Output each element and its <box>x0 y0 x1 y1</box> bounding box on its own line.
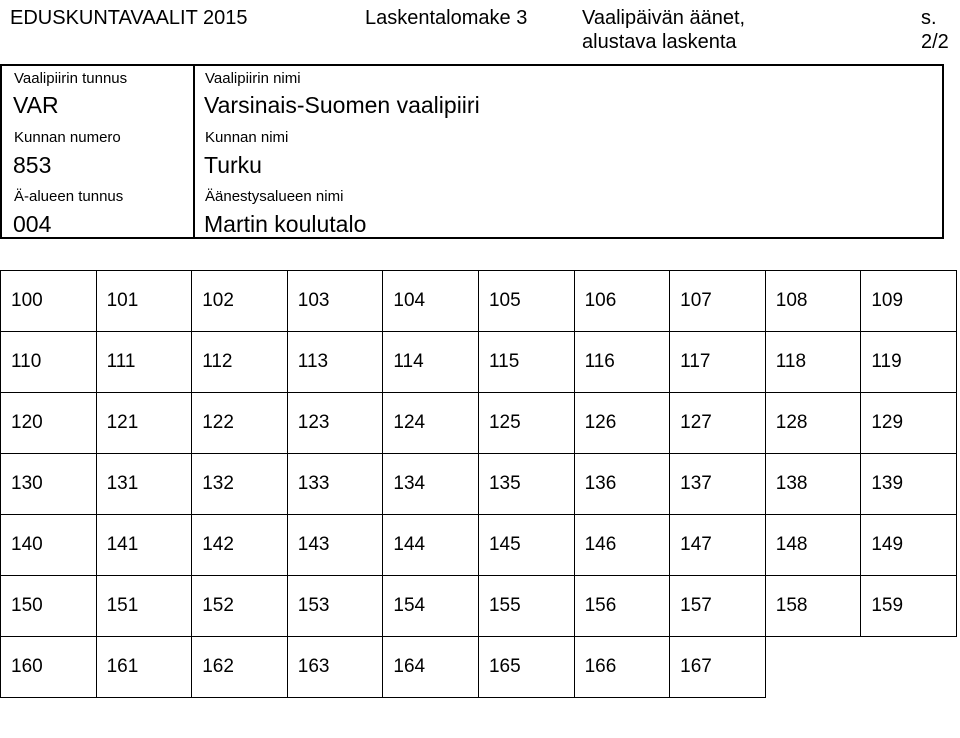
info-divider <box>193 66 195 237</box>
candidate-number-cell[interactable]: 124 <box>383 393 479 454</box>
candidate-number-cell[interactable]: 156 <box>574 576 670 637</box>
candidate-number-cell[interactable]: 153 <box>287 576 383 637</box>
candidate-number-cell[interactable]: 111 <box>96 332 192 393</box>
candidate-number-cell[interactable]: 159 <box>861 576 957 637</box>
district-code-label: Vaalipiirin tunnus <box>14 70 128 87</box>
candidate-number-cell[interactable]: 116 <box>574 332 670 393</box>
candidate-number-cell[interactable]: 113 <box>287 332 383 393</box>
municipality-name-label: Kunnan nimi <box>205 129 289 146</box>
candidate-number-cell[interactable]: 108 <box>765 271 861 332</box>
candidate-number-cell[interactable]: 164 <box>383 637 479 698</box>
candidate-number-cell[interactable]: 112 <box>192 332 288 393</box>
candidate-number-cell[interactable]: 163 <box>287 637 383 698</box>
candidate-number-cell[interactable]: 131 <box>96 454 192 515</box>
page-number: s. 2/2 <box>921 7 949 53</box>
form-title <box>582 6 745 54</box>
grid-row <box>1 393 957 454</box>
candidate-number-cell[interactable]: 121 <box>96 393 192 454</box>
candidate-number-cell[interactable]: 106 <box>574 271 670 332</box>
candidate-number-cell[interactable]: 104 <box>383 271 479 332</box>
candidate-number-cell[interactable]: 127 <box>670 393 766 454</box>
candidate-number-cell[interactable]: 129 <box>861 393 957 454</box>
candidate-number-cell[interactable]: 133 <box>287 454 383 515</box>
candidate-number-cell[interactable]: 109 <box>861 271 957 332</box>
form-title-line2: alustava laskenta <box>582 31 737 53</box>
candidate-number-cell[interactable]: 125 <box>478 393 574 454</box>
form-title-line1: Vaalipäivän äänet, <box>582 7 746 29</box>
candidate-number-cell[interactable]: 134 <box>383 454 479 515</box>
candidate-number-cell[interactable]: 165 <box>478 637 574 698</box>
grid-row <box>1 576 957 637</box>
candidate-number-cell[interactable]: 162 <box>192 637 288 698</box>
empty-cell <box>765 637 861 698</box>
candidate-number-cell[interactable]: 149 <box>861 515 957 576</box>
candidate-number-cell[interactable]: 126 <box>574 393 670 454</box>
candidate-number-cell[interactable]: 144 <box>383 515 479 576</box>
candidate-number-cell[interactable]: 100 <box>1 271 97 332</box>
candidate-number-cell[interactable]: 136 <box>574 454 670 515</box>
candidate-number-cell[interactable]: 152 <box>192 576 288 637</box>
candidate-number-cell[interactable]: 128 <box>765 393 861 454</box>
candidate-number-cell[interactable]: 142 <box>192 515 288 576</box>
candidate-number-cell[interactable]: 114 <box>383 332 479 393</box>
candidate-number-cell[interactable]: 140 <box>1 515 97 576</box>
district-name-label: Vaalipiirin nimi <box>205 70 301 87</box>
grid-row <box>1 454 957 515</box>
candidate-number-cell[interactable]: 157 <box>670 576 766 637</box>
candidate-number-cell[interactable]: 123 <box>287 393 383 454</box>
candidate-number-cell[interactable]: 155 <box>478 576 574 637</box>
polling-area-info-box <box>0 64 944 239</box>
candidate-number-cell[interactable]: 161 <box>96 637 192 698</box>
candidate-number-cell[interactable]: 103 <box>287 271 383 332</box>
candidate-number-cell[interactable]: 138 <box>765 454 861 515</box>
candidate-number-cell[interactable]: 147 <box>670 515 766 576</box>
candidate-number-cell[interactable]: 132 <box>192 454 288 515</box>
municipality-number-label: Kunnan numero <box>14 129 121 146</box>
candidate-number-cell[interactable]: 151 <box>96 576 192 637</box>
candidate-number-cell[interactable]: 102 <box>192 271 288 332</box>
candidate-number-cell[interactable]: 115 <box>478 332 574 393</box>
candidate-number-cell[interactable]: 143 <box>287 515 383 576</box>
area-name-value: Martin koulutalo <box>204 211 367 237</box>
area-code-label: Ä-alueen tunnus <box>14 188 124 205</box>
candidate-number-cell[interactable]: 141 <box>96 515 192 576</box>
candidate-number-cell[interactable]: 107 <box>670 271 766 332</box>
candidate-number-cell[interactable]: 118 <box>765 332 861 393</box>
candidate-number-cell[interactable]: 105 <box>478 271 574 332</box>
candidate-number-cell[interactable]: 148 <box>765 515 861 576</box>
empty-cell <box>861 637 957 698</box>
candidate-number-cell[interactable]: 122 <box>192 393 288 454</box>
district-code-value: VAR <box>13 92 59 118</box>
candidate-number-cell[interactable]: 166 <box>574 637 670 698</box>
candidate-number-cell[interactable]: 137 <box>670 454 766 515</box>
vote-count-grid <box>0 270 960 698</box>
area-code-value: 004 <box>13 211 52 237</box>
candidate-number-cell[interactable]: 145 <box>478 515 574 576</box>
grid-row <box>1 515 957 576</box>
grid-row <box>1 271 957 332</box>
election-title: EDUSKUNTAVAALIT 2015 <box>10 7 248 29</box>
candidate-number-cell[interactable]: 139 <box>861 454 957 515</box>
candidate-number-cell[interactable]: 110 <box>1 332 97 393</box>
candidate-number-cell[interactable]: 135 <box>478 454 574 515</box>
candidate-number-table <box>0 270 957 698</box>
candidate-number-cell[interactable]: 101 <box>96 271 192 332</box>
grid-row <box>1 637 957 698</box>
candidate-number-cell[interactable]: 119 <box>861 332 957 393</box>
candidate-number-cell[interactable]: 120 <box>1 393 97 454</box>
district-name-value: Varsinais-Suomen vaalipiiri <box>204 92 480 118</box>
grid-row <box>1 332 957 393</box>
candidate-number-cell[interactable]: 160 <box>1 637 97 698</box>
candidate-number-cell[interactable]: 117 <box>670 332 766 393</box>
candidate-number-cell[interactable]: 150 <box>1 576 97 637</box>
form-name: Laskentalomake 3 <box>365 7 528 29</box>
candidate-number-cell[interactable]: 130 <box>1 454 97 515</box>
municipality-number-value: 853 <box>13 152 52 178</box>
candidate-number-cell[interactable]: 154 <box>383 576 479 637</box>
candidate-number-cell[interactable]: 146 <box>574 515 670 576</box>
area-name-label: Äänestysalueen nimi <box>205 188 344 205</box>
candidate-number-cell[interactable]: 167 <box>670 637 766 698</box>
candidate-number-cell[interactable]: 158 <box>765 576 861 637</box>
municipality-name-value: Turku <box>204 152 262 178</box>
page-header <box>0 0 960 53</box>
